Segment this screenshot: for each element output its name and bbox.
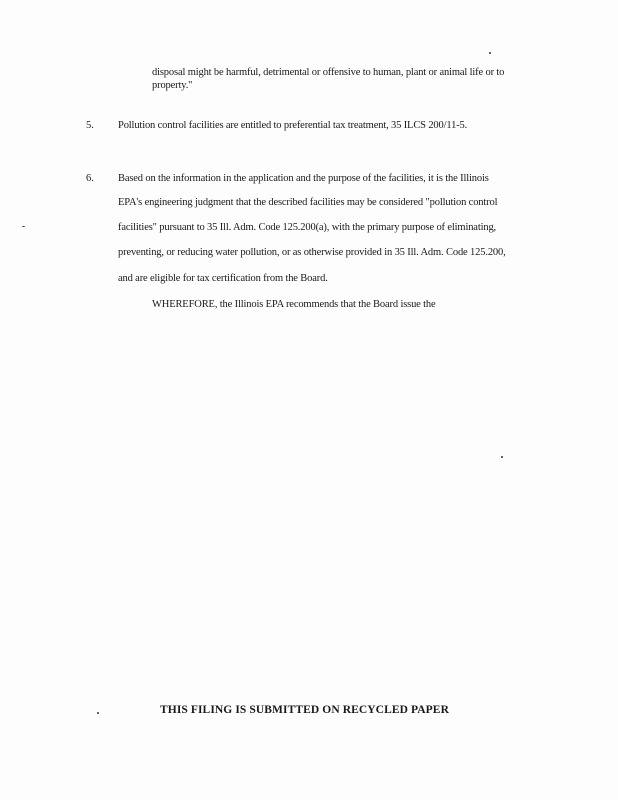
item-6-line-5: and are eligible for tax certification from the Board.	[118, 273, 328, 284]
carryover-line-1: disposal might be harmful, detrimental or offensive to human, plant or animal life or to	[152, 67, 505, 78]
item-6-number: 6.	[86, 173, 94, 184]
scan-speck	[489, 52, 491, 54]
item-6-line-4: preventing, or reducing water pollution, or as otherwise provided in 35 Ill. Adm. Code 125.200,	[118, 247, 506, 258]
carryover-line-2: property."	[152, 80, 193, 91]
wherefore-line: WHEREFORE, the Illinois EPA recommends that the Board issue the	[152, 299, 436, 310]
item-6-line-1: Based on the information in the application and the purpose of the facilities, it is the Illinois	[118, 173, 489, 184]
scan-speck	[22, 226, 25, 227]
item-5-number: 5.	[86, 120, 94, 131]
item-6-line-3: facilities" pursuant to 35 Ill. Adm. Code 125.200(a), with the primary purpose of eliminating,	[118, 222, 497, 233]
recycled-paper-footer: THIS FILING IS SUBMITTED ON RECYCLED PAPER	[160, 704, 449, 716]
item-6-line-2: EPA's engineering judgment that the described facilities may be considered "pollution control	[118, 197, 498, 208]
scan-speck	[501, 456, 503, 458]
item-5-text: Pollution control facilities are entitled to preferential tax treatment, 35 ILCS 200/11-5.	[118, 120, 468, 131]
scan-speck	[97, 712, 99, 714]
